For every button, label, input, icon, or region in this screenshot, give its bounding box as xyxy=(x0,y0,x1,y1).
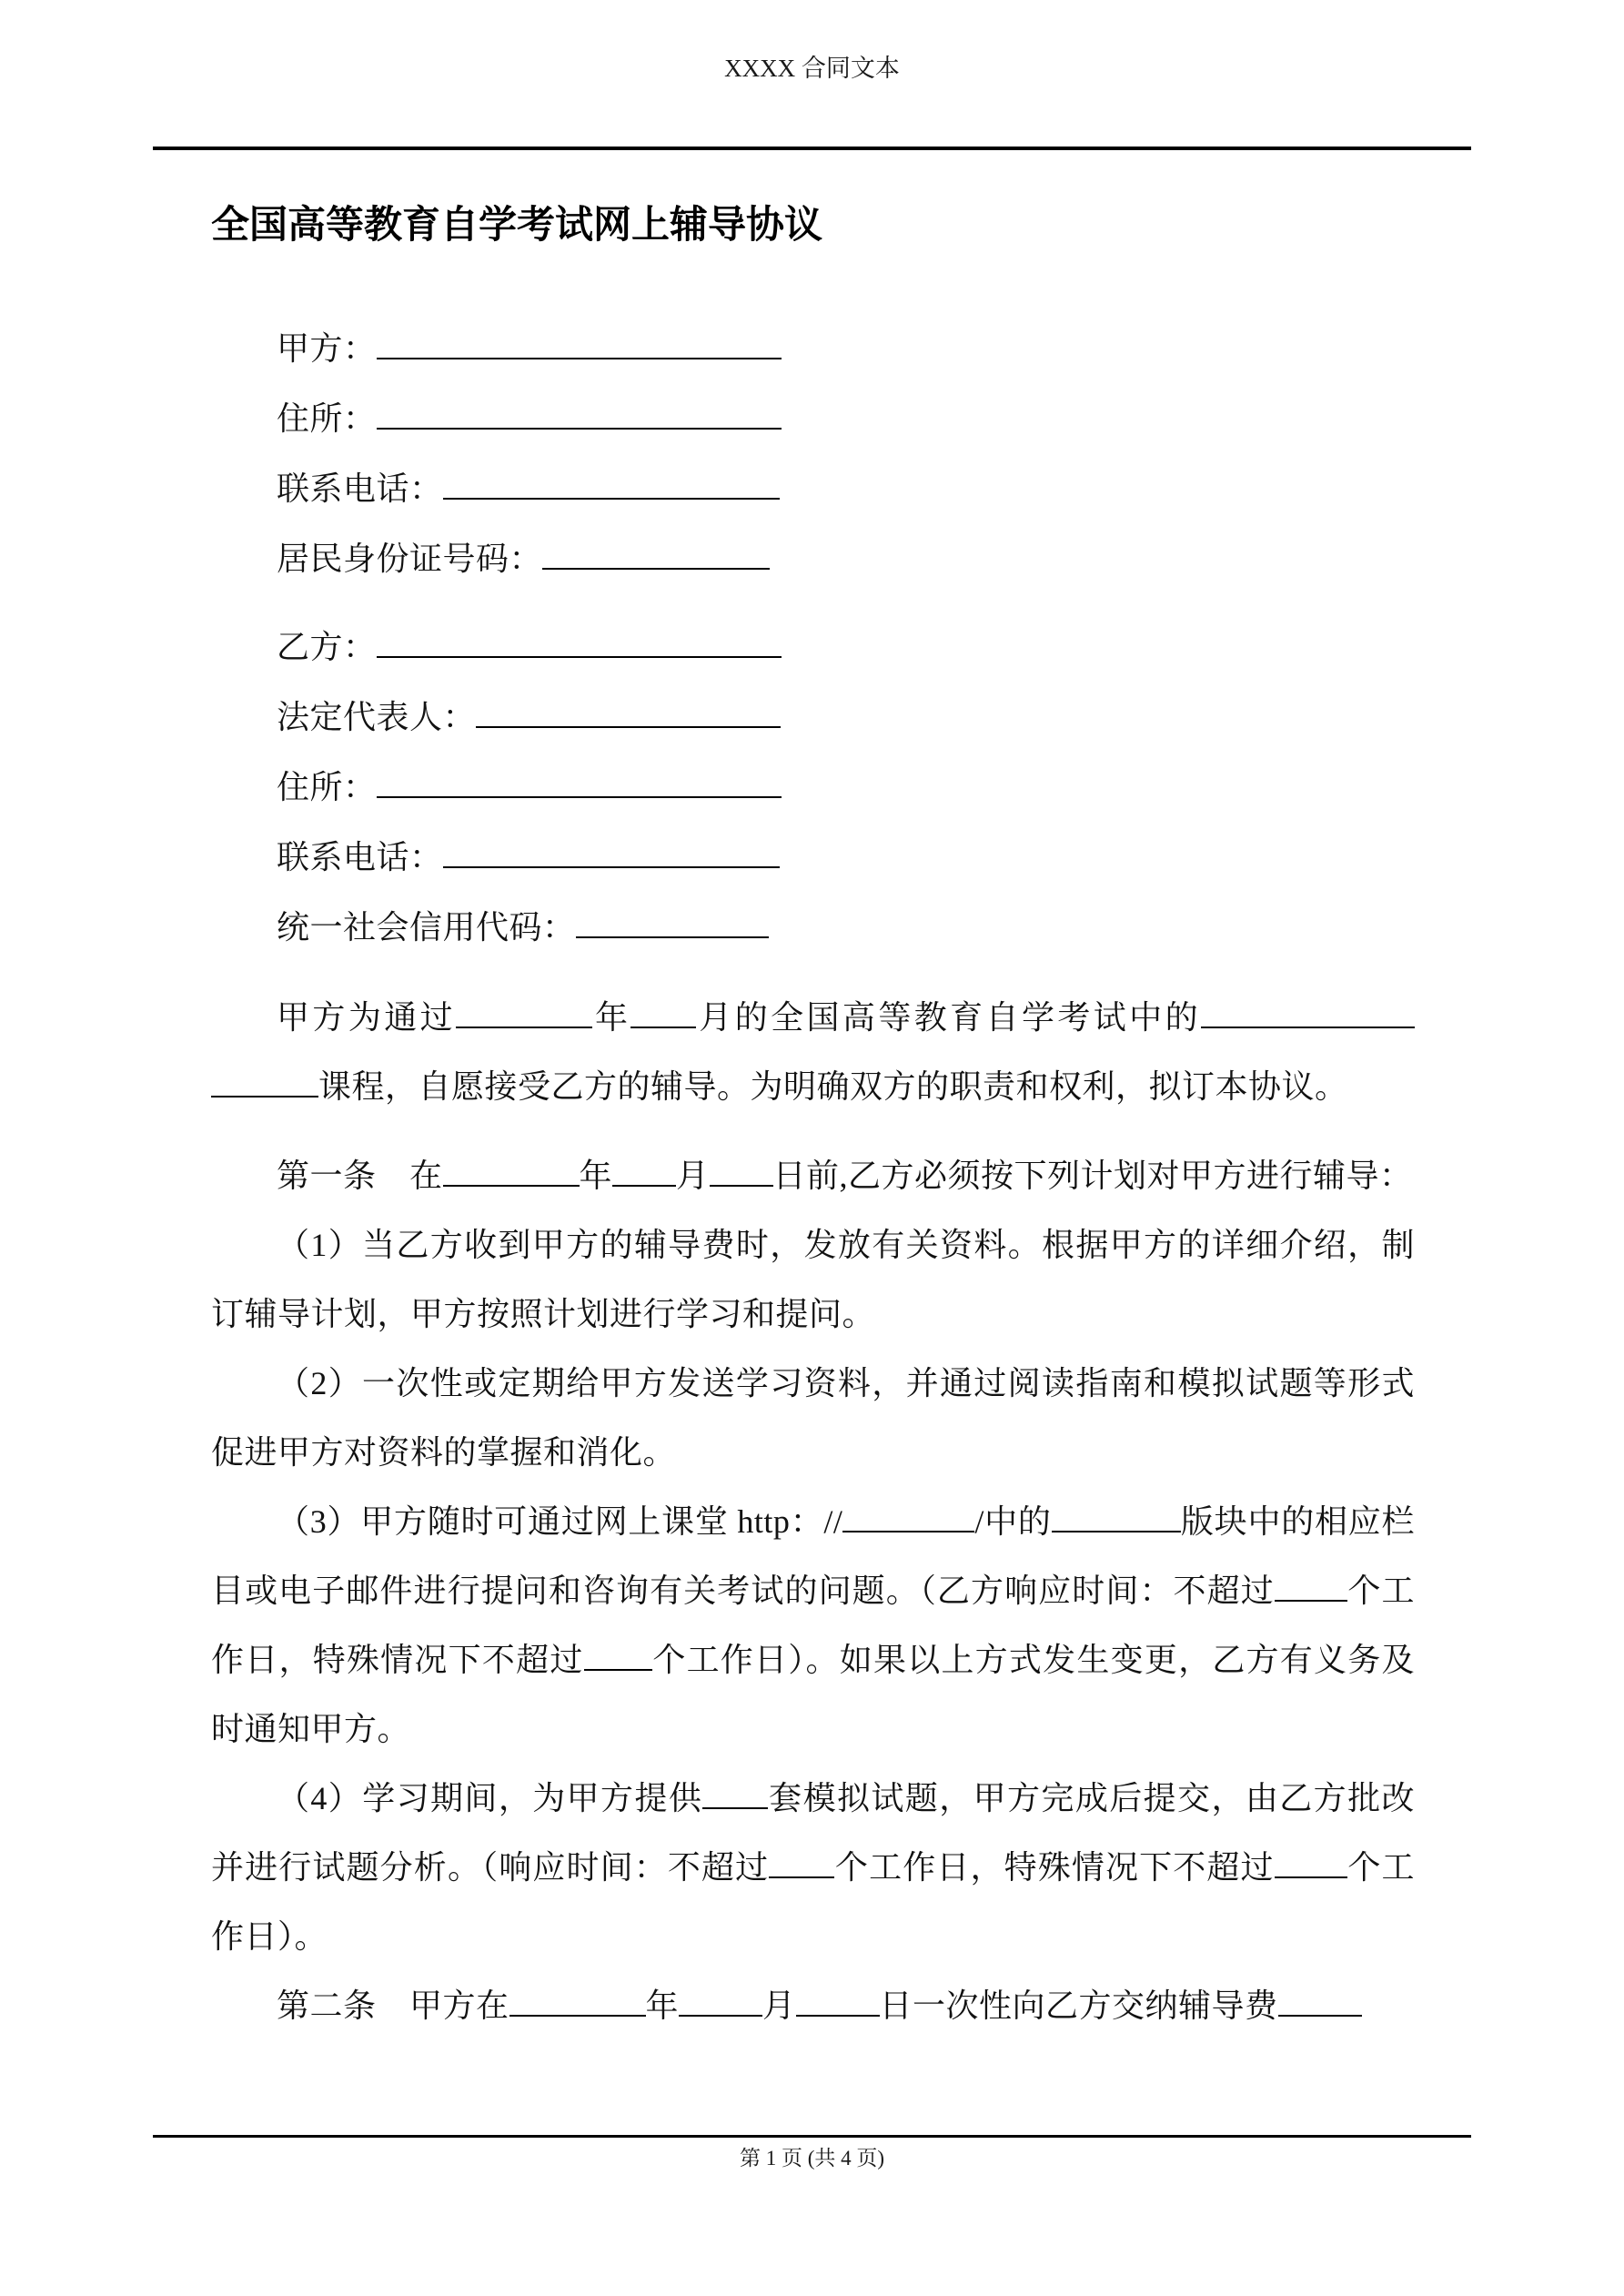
page-number: 第 1 页 (共 4 页) xyxy=(739,2147,885,2170)
paragraph-intro xyxy=(211,983,1415,1121)
blank-underline xyxy=(584,1644,652,1671)
field-row-b-2 xyxy=(211,753,1415,823)
field-label: 居民身份证号码： xyxy=(277,541,543,577)
blank-underline xyxy=(679,1989,762,2017)
paragraph-article-2 xyxy=(211,1971,1415,2040)
text-run: 课程，自愿接受乙方的辅导。为明确双方的职责和权利，拟订本协议。 xyxy=(318,1068,1348,1105)
text-run: 套模拟试题，甲方完成后提交，由乙方批改并进行试题分析。（响应时间：不超过 xyxy=(211,1780,1415,1886)
blank-underline xyxy=(476,701,781,728)
page-footer xyxy=(0,2135,1624,2172)
blank-underline xyxy=(1278,1989,1362,2017)
text-run: 个工作日）。 xyxy=(211,1849,1415,1955)
field-row-a-3 xyxy=(211,524,1415,594)
blank-underline xyxy=(769,1851,834,1878)
field-label: 住所： xyxy=(277,769,377,805)
field-label: 联系电话： xyxy=(277,839,443,875)
field-row-a-0 xyxy=(211,314,1415,384)
text-run: 第二条 甲方在 xyxy=(277,1988,509,2024)
text-run: （1）当乙方收到甲方的辅导费时，发放有关资料。根据甲方的详细介绍，制订辅导计划，甲方按照计划进行学习和提问。 xyxy=(211,1227,1415,1332)
field-label: 乙方： xyxy=(277,629,377,665)
blank-underline xyxy=(1275,1574,1347,1602)
header-rule xyxy=(153,147,1471,150)
blank-underline xyxy=(1052,1505,1181,1532)
text-run: 月的全国高等教育自学考试中的 xyxy=(696,999,1201,1036)
text-run: 个工作日，特殊情况下不超过 xyxy=(211,1573,1415,1678)
field-label: 甲方： xyxy=(277,330,377,367)
blank-underline xyxy=(796,1989,880,2017)
field-label: 联系电话： xyxy=(277,470,443,507)
blank-underline xyxy=(443,841,780,868)
blank-underline xyxy=(612,1159,676,1187)
blank-underline xyxy=(377,402,782,430)
field-row-b-0 xyxy=(211,612,1415,683)
field-row-b-3 xyxy=(211,823,1415,893)
text-run: 个工作日）。如果以上方式发生变更，乙方有义务及时通知甲方。 xyxy=(211,1642,1415,1747)
paragraph-item-2 xyxy=(211,1349,1415,1487)
document-title: 全国高等教育自学考试网上辅导协议 xyxy=(211,203,823,246)
text-run: 月 xyxy=(676,1158,710,1194)
blank-underline xyxy=(576,911,769,938)
field-row-b-1 xyxy=(211,683,1415,753)
blank-underline xyxy=(211,1070,318,1097)
running-header xyxy=(0,0,1624,150)
field-row-a-2 xyxy=(211,454,1415,524)
document-body xyxy=(211,314,1415,2040)
text-run: （4）学习期间，为甲方提供 xyxy=(277,1780,703,1816)
blank-underline xyxy=(377,332,782,359)
text-run: （3）甲方随时可通过网上课堂 http：// xyxy=(277,1503,843,1540)
header-title: XXXX 合同文本 xyxy=(724,55,900,82)
text-run: （2）一次性或定期给甲方发送学习资料，并通过阅读指南和模拟试题等形式促进甲方对资料的掌握和消化。 xyxy=(211,1365,1415,1471)
blank-underline xyxy=(443,1159,580,1187)
blank-underline xyxy=(443,472,780,500)
paragraphs xyxy=(211,983,1415,2040)
blank-underline xyxy=(542,542,770,570)
blank-underline xyxy=(377,631,782,658)
field-label: 住所： xyxy=(277,400,377,437)
blank-underline xyxy=(1275,1851,1347,1878)
text-run: 日前,乙方必须按下列计划对甲方进行辅导： xyxy=(772,1158,1413,1194)
paragraph-item-4 xyxy=(211,1764,1415,1971)
blank-underline xyxy=(377,771,782,798)
blank-underline xyxy=(710,1159,773,1187)
paragraph-item-1 xyxy=(211,1210,1415,1349)
blank-underline xyxy=(456,1001,592,1028)
party-b-fields xyxy=(211,612,1415,963)
text-run: 月 xyxy=(762,1988,796,2024)
text-run: 个工作日，特殊情况下不超过 xyxy=(834,1849,1275,1886)
text-run: 版块中的相应栏目或电子邮件进行提问和咨询有关考试的问题。（乙方响应时间：不超过 xyxy=(211,1503,1415,1609)
paragraph-article-1 xyxy=(211,1141,1415,1210)
blank-underline xyxy=(509,1989,646,2017)
blank-underline xyxy=(630,1001,696,1028)
party-a-fields xyxy=(211,314,1415,594)
text-run: 年 xyxy=(579,1158,613,1194)
paragraph-item-3 xyxy=(211,1487,1415,1764)
blank-underline xyxy=(1201,1001,1415,1028)
text-run: 年 xyxy=(645,1988,680,2024)
text-run: 日一次性向乙方交纳辅导费 xyxy=(879,1988,1278,2024)
blank-underline xyxy=(702,1782,768,1809)
field-label: 法定代表人： xyxy=(277,699,477,735)
blank-underline xyxy=(842,1505,974,1532)
field-row-b-4 xyxy=(211,893,1415,963)
text-run: 第一条 在 xyxy=(277,1158,443,1194)
text-run: 年 xyxy=(592,999,631,1036)
field-label: 统一社会信用代码： xyxy=(277,909,576,946)
text-run: 甲方为通过 xyxy=(277,999,457,1036)
footer-rule xyxy=(153,2135,1471,2138)
text-run: /中的 xyxy=(974,1503,1052,1540)
field-row-a-1 xyxy=(211,384,1415,454)
